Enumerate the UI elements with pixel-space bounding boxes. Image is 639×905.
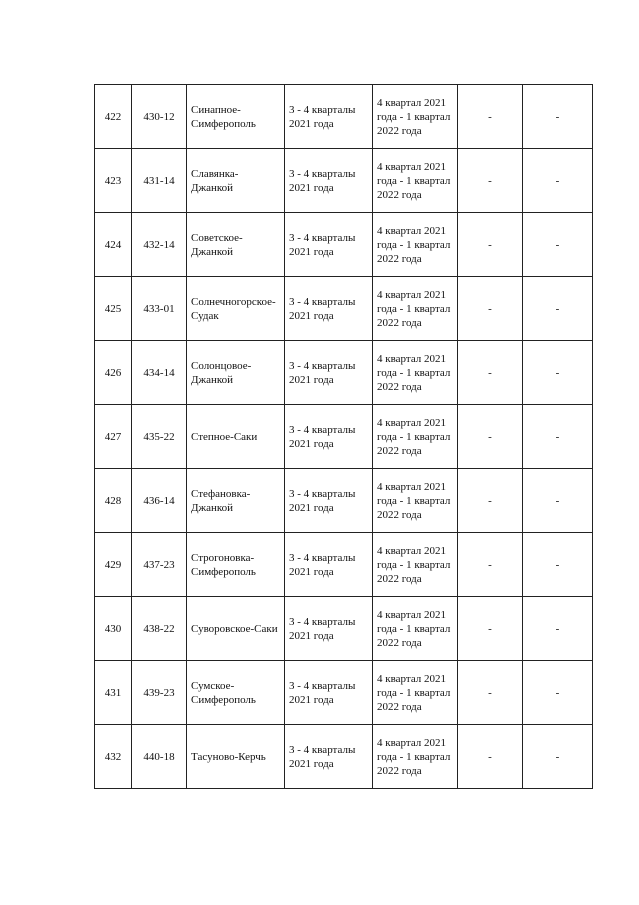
route-code-cell: 435-22 <box>132 405 187 469</box>
deadline-cell: 4 квартал 2021 года - 1 квартал 2022 года <box>373 213 458 277</box>
route-code-cell: 431-14 <box>132 149 187 213</box>
empty-value-cell: - <box>458 533 523 597</box>
deadline-cell: 4 квартал 2021 года - 1 квартал 2022 года <box>373 661 458 725</box>
route-name-cell: Советское-Джанкой <box>187 213 285 277</box>
row-number-cell: 432 <box>95 725 132 789</box>
row-number-cell: 431 <box>95 661 132 725</box>
route-name-cell: Синапное-Симферополь <box>187 85 285 149</box>
route-code-cell: 436-14 <box>132 469 187 533</box>
row-number-cell: 426 <box>95 341 132 405</box>
deadline-cell: 4 квартал 2021 года - 1 квартал 2022 года <box>373 85 458 149</box>
route-code-cell: 439-23 <box>132 661 187 725</box>
table-row <box>95 213 593 277</box>
empty-value-cell: - <box>458 725 523 789</box>
empty-value-cell: - <box>523 405 593 469</box>
route-code-cell: 433-01 <box>132 277 187 341</box>
row-number-cell: 423 <box>95 149 132 213</box>
route-code-cell: 440-18 <box>132 725 187 789</box>
row-number-cell: 429 <box>95 533 132 597</box>
deadline-cell: 4 квартал 2021 года - 1 квартал 2022 года <box>373 597 458 661</box>
table-row <box>95 533 593 597</box>
deadline-cell: 4 квартал 2021 года - 1 квартал 2022 года <box>373 149 458 213</box>
period-cell: 3 - 4 кварталы 2021 года <box>285 405 373 469</box>
empty-value-cell: - <box>523 533 593 597</box>
route-name-cell: Суворовское-Саки <box>187 597 285 661</box>
period-cell: 3 - 4 кварталы 2021 года <box>285 533 373 597</box>
empty-value-cell: - <box>523 213 593 277</box>
route-code-cell: 432-14 <box>132 213 187 277</box>
row-number-cell: 424 <box>95 213 132 277</box>
route-code-cell: 434-14 <box>132 341 187 405</box>
deadline-cell: 4 квартал 2021 года - 1 квартал 2022 года <box>373 469 458 533</box>
table-row <box>95 469 593 533</box>
route-name-cell: Солнечногорское-Судак <box>187 277 285 341</box>
empty-value-cell: - <box>523 341 593 405</box>
route-name-cell: Солонцовое-Джанкой <box>187 341 285 405</box>
deadline-cell: 4 квартал 2021 года - 1 квартал 2022 года <box>373 277 458 341</box>
deadline-cell: 4 квартал 2021 года - 1 квартал 2022 года <box>373 533 458 597</box>
row-number-cell: 422 <box>95 85 132 149</box>
period-cell: 3 - 4 кварталы 2021 года <box>285 277 373 341</box>
empty-value-cell: - <box>523 85 593 149</box>
empty-value-cell: - <box>458 661 523 725</box>
empty-value-cell: - <box>523 597 593 661</box>
empty-value-cell: - <box>458 149 523 213</box>
empty-value-cell: - <box>458 597 523 661</box>
table-row <box>95 341 593 405</box>
period-cell: 3 - 4 кварталы 2021 года <box>285 661 373 725</box>
row-number-cell: 428 <box>95 469 132 533</box>
period-cell: 3 - 4 кварталы 2021 года <box>285 597 373 661</box>
table-row <box>95 85 593 149</box>
table-row <box>95 725 593 789</box>
deadline-cell: 4 квартал 2021 года - 1 квартал 2022 года <box>373 725 458 789</box>
row-number-cell: 430 <box>95 597 132 661</box>
route-name-cell: Тасуново-Керчь <box>187 725 285 789</box>
deadline-cell: 4 квартал 2021 года - 1 квартал 2022 года <box>373 341 458 405</box>
row-number-cell: 425 <box>95 277 132 341</box>
table-row <box>95 597 593 661</box>
routes-table-body <box>95 85 593 789</box>
route-code-cell: 438-22 <box>132 597 187 661</box>
empty-value-cell: - <box>458 85 523 149</box>
period-cell: 3 - 4 кварталы 2021 года <box>285 149 373 213</box>
table-row <box>95 661 593 725</box>
empty-value-cell: - <box>523 725 593 789</box>
period-cell: 3 - 4 кварталы 2021 года <box>285 341 373 405</box>
route-code-cell: 437-23 <box>132 533 187 597</box>
table-row <box>95 149 593 213</box>
routes-table <box>94 84 593 789</box>
empty-value-cell: - <box>523 277 593 341</box>
row-number-cell: 427 <box>95 405 132 469</box>
route-name-cell: Славянка-Джанкой <box>187 149 285 213</box>
table-row <box>95 405 593 469</box>
route-name-cell: Степное-Саки <box>187 405 285 469</box>
route-name-cell: Строгоновка-Симферополь <box>187 533 285 597</box>
empty-value-cell: - <box>523 661 593 725</box>
table-row <box>95 277 593 341</box>
route-name-cell: Стефановка-Джанкой <box>187 469 285 533</box>
period-cell: 3 - 4 кварталы 2021 года <box>285 213 373 277</box>
empty-value-cell: - <box>523 469 593 533</box>
empty-value-cell: - <box>523 149 593 213</box>
empty-value-cell: - <box>458 341 523 405</box>
empty-value-cell: - <box>458 277 523 341</box>
deadline-cell: 4 квартал 2021 года - 1 квартал 2022 года <box>373 405 458 469</box>
empty-value-cell: - <box>458 469 523 533</box>
route-name-cell: Сумское-Симферополь <box>187 661 285 725</box>
route-code-cell: 430-12 <box>132 85 187 149</box>
period-cell: 3 - 4 кварталы 2021 года <box>285 469 373 533</box>
period-cell: 3 - 4 кварталы 2021 года <box>285 725 373 789</box>
period-cell: 3 - 4 кварталы 2021 года <box>285 85 373 149</box>
empty-value-cell: - <box>458 405 523 469</box>
empty-value-cell: - <box>458 213 523 277</box>
